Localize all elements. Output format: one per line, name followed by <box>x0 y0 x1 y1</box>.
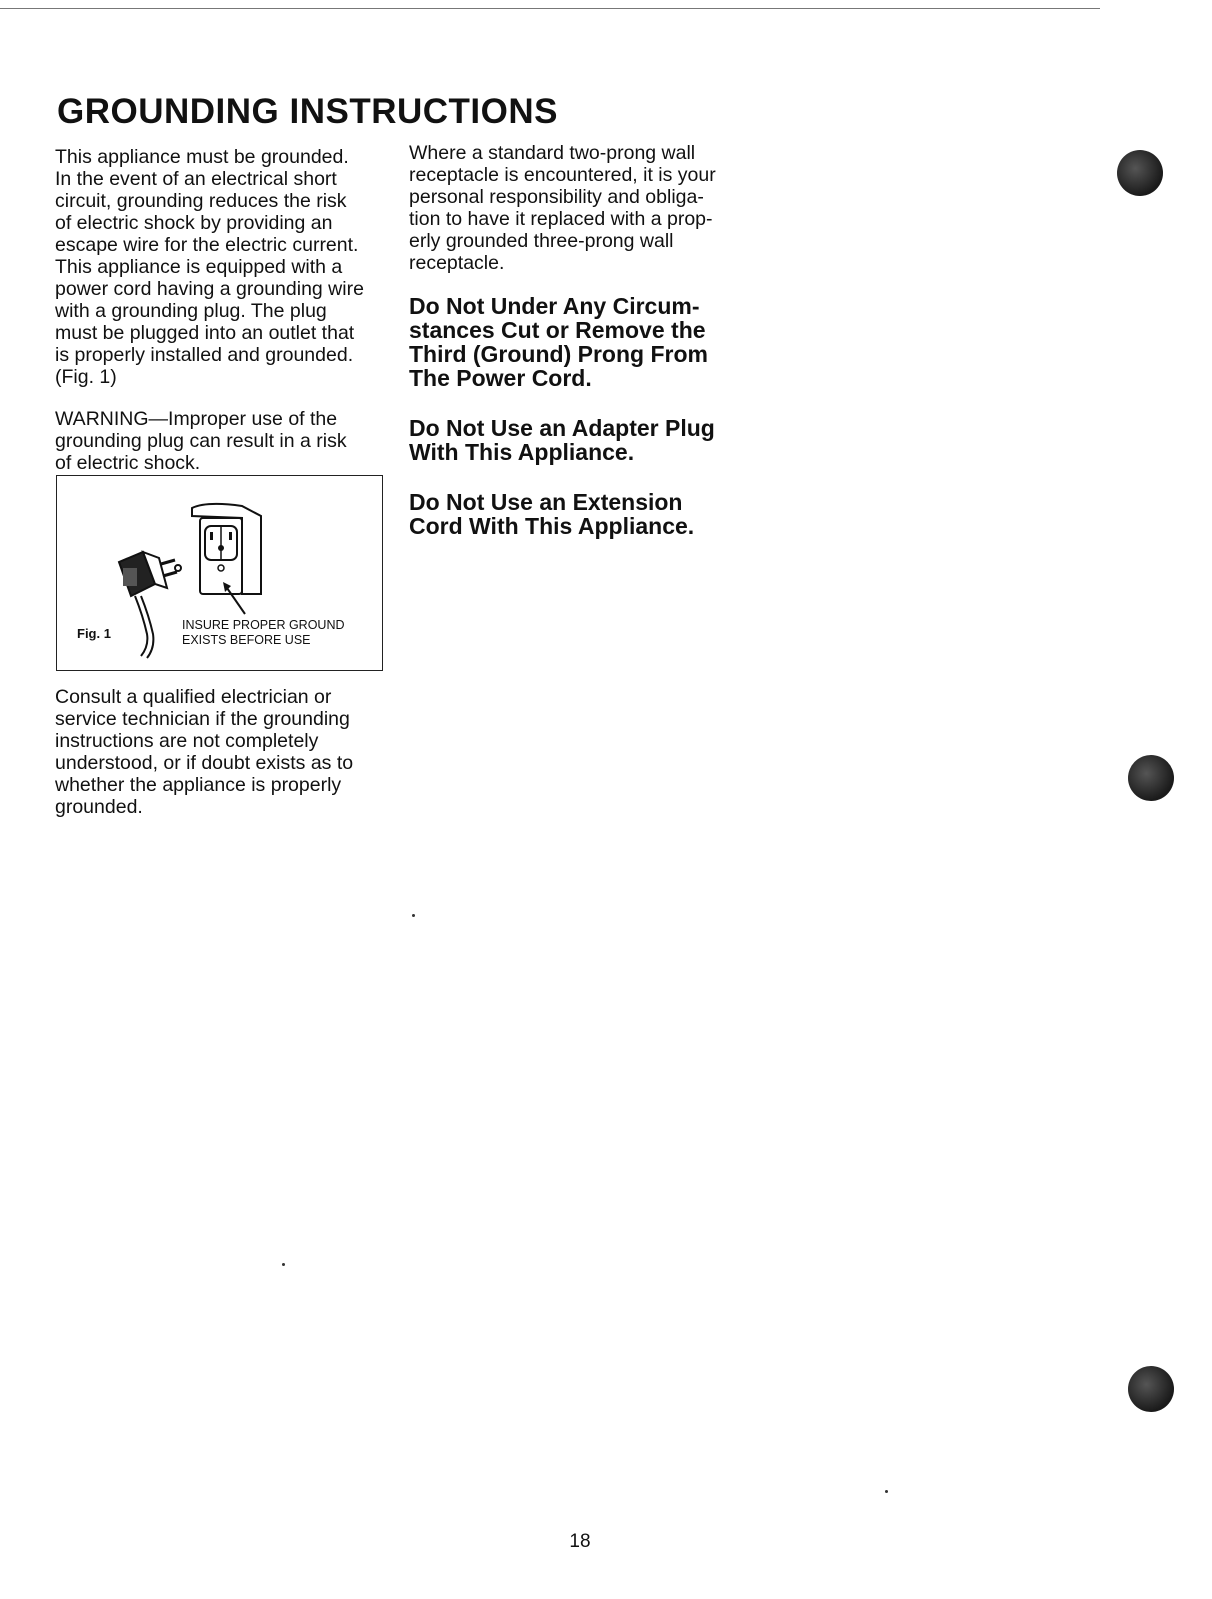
scan-speck <box>282 1263 285 1266</box>
figure-caption: INSURE PROPER GROUND EXISTS BEFORE USE <box>182 618 345 647</box>
grounding-intro-paragraph: This appliance must be grounded. In the event of an electrical short circuit, grounding reduces the risk of electric shock by providing an escape wire for the electric current. This appliance is equipped with a power cord having a grounding wire with a grounding plug. The plug must be plugged into an outlet that is properly installed and grounded. (Fig. 1) <box>55 146 364 388</box>
binder-hole-bottom <box>1128 1366 1174 1412</box>
page-number: 18 <box>569 1531 591 1552</box>
figure-label: Fig. 1 <box>77 626 111 641</box>
page-title: GROUNDING INSTRUCTIONS <box>57 92 558 131</box>
consult-paragraph-block <box>55 686 385 838</box>
warning-heading-prong: Do Not Under Any Circum- stances Cut or Remove the Third (Ground) Prong From The Power Cord. <box>409 293 708 391</box>
binder-hole-top <box>1117 150 1163 196</box>
consult-paragraph: Consult a qualified electrician or service technician if the grounding instructions are not completely understood, or if doubt exists as to whether the appliance is properly grounded. <box>55 686 354 818</box>
scan-speck <box>412 914 415 917</box>
warning-paragraph: WARNING—Improper use of the grounding plug can result in a risk of electric shock. <box>55 408 347 474</box>
warning-heading-adapter: Do Not Use an Adapter Plug With This Appliance. <box>409 415 715 465</box>
left-column <box>55 146 385 494</box>
scan-speck <box>885 1490 888 1493</box>
figure-box <box>56 475 383 671</box>
right-column <box>409 142 739 538</box>
binder-hole-middle <box>1128 755 1174 801</box>
top-rule <box>0 8 1100 9</box>
warning-heading-extension: Do Not Use an Extension Cord With This Appliance. <box>409 489 695 539</box>
two-prong-paragraph: Where a standard two-prong wall receptacle is encountered, it is your personal responsibility and obliga- tion to have it replaced with a prop- erly grounded three-prong wall receptacle. <box>409 142 716 274</box>
